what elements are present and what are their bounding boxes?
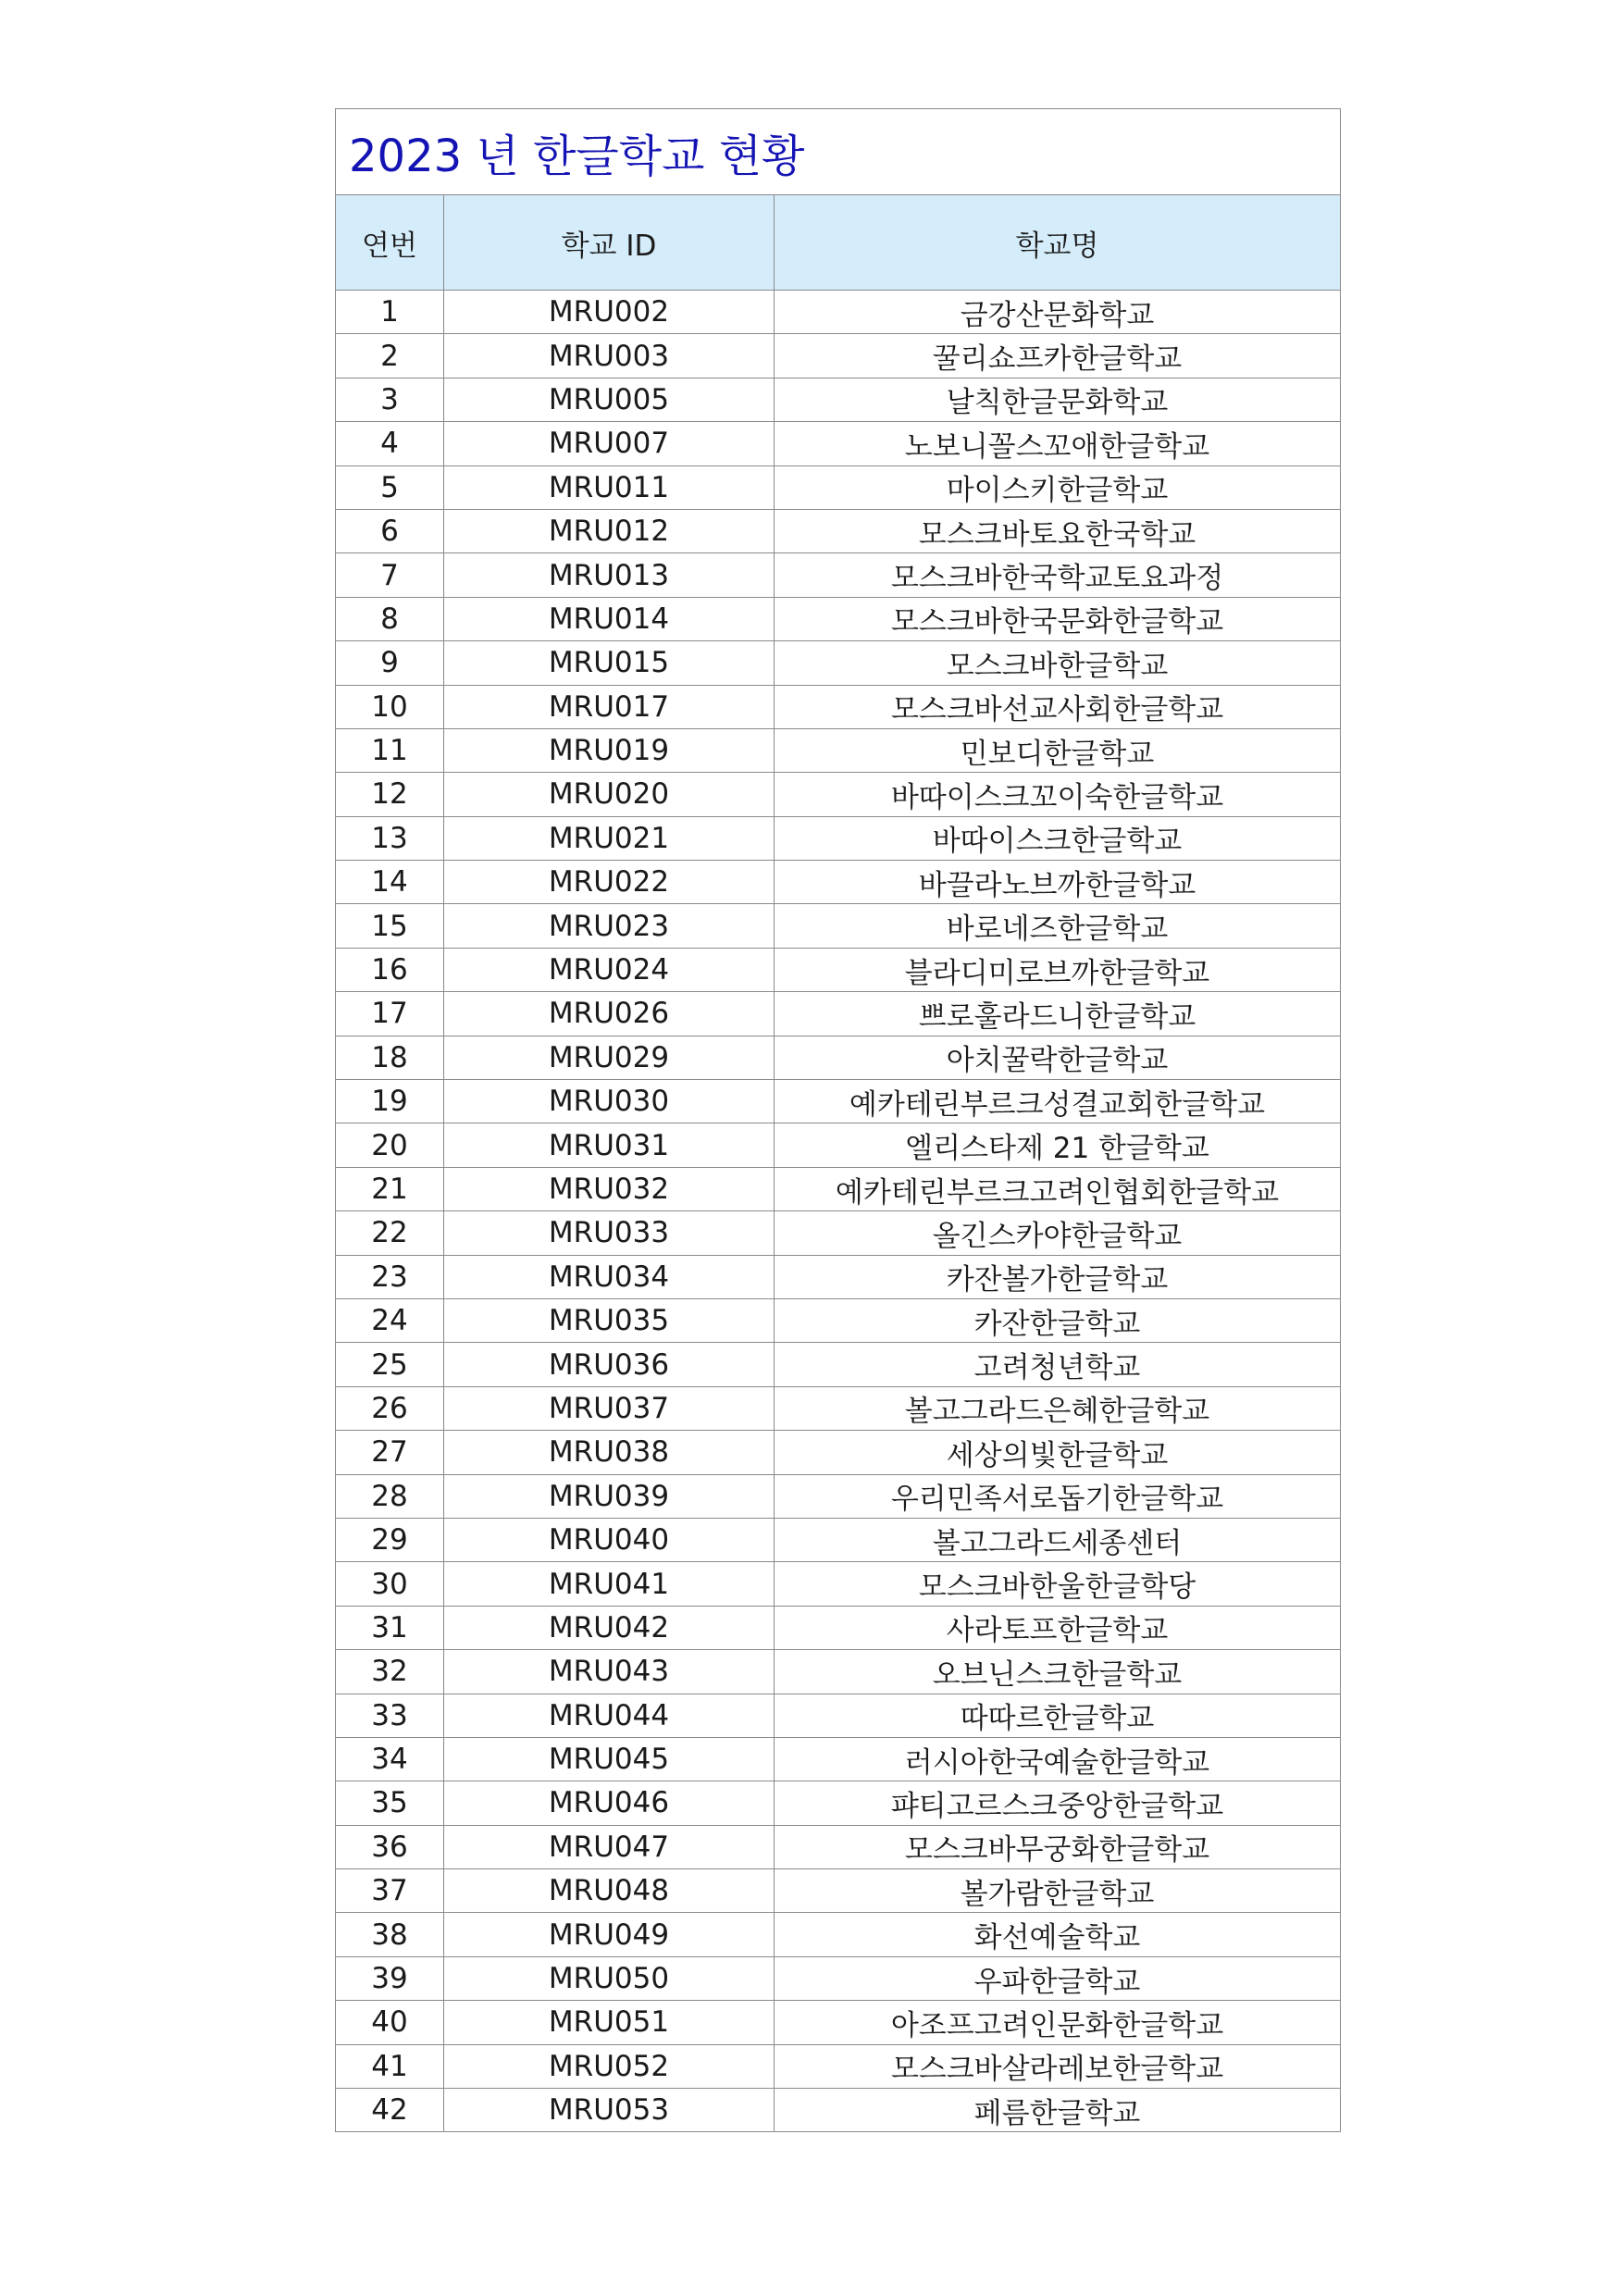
row-number: 1 (336, 291, 444, 334)
column-header-school-name: 학교명 (775, 195, 1341, 291)
school-name: 볼고그라드세종센터 (775, 1518, 1341, 1561)
school-id: MRU045 (444, 1737, 775, 1781)
school-id: MRU029 (444, 1036, 775, 1079)
school-id: MRU022 (444, 861, 775, 904)
school-id: MRU041 (444, 1562, 775, 1606)
school-name: 카잔볼가한글학교 (775, 1255, 1341, 1298)
school-name: 아치꿀락한글학교 (775, 1036, 1341, 1079)
school-id: MRU038 (444, 1431, 775, 1474)
row-number: 23 (336, 1255, 444, 1298)
school-id: MRU020 (444, 773, 775, 816)
table-row (336, 728, 1341, 772)
school-id: MRU019 (444, 728, 775, 772)
school-name: 블라디미로브까한글학교 (775, 948, 1341, 991)
table-row (336, 1123, 1341, 1167)
row-number: 25 (336, 1343, 444, 1386)
table-row (336, 641, 1341, 685)
row-number: 36 (336, 1825, 444, 1868)
table-row (336, 2001, 1341, 2044)
table-row (336, 1869, 1341, 1913)
table-row (336, 1913, 1341, 1956)
school-name: 바로네즈한글학교 (775, 904, 1341, 948)
row-number: 30 (336, 1562, 444, 1606)
row-number: 29 (336, 1518, 444, 1561)
school-id: MRU046 (444, 1781, 775, 1825)
row-number: 17 (336, 992, 444, 1036)
table-row (336, 904, 1341, 948)
row-number: 5 (336, 465, 444, 509)
row-number: 15 (336, 904, 444, 948)
school-id: MRU042 (444, 1606, 775, 1649)
row-number: 21 (336, 1167, 444, 1210)
row-number: 33 (336, 1694, 444, 1737)
table-row (336, 2044, 1341, 2088)
school-name: 예카테린부르크성결교회한글학교 (775, 1080, 1341, 1123)
school-name: 모스크바무궁화한글학교 (775, 1825, 1341, 1868)
school-id: MRU036 (444, 1343, 775, 1386)
row-number: 12 (336, 773, 444, 816)
table-row (336, 685, 1341, 728)
school-id: MRU003 (444, 334, 775, 378)
school-name: 우리민족서로돕기한글학교 (775, 1474, 1341, 1518)
school-id: MRU047 (444, 1825, 775, 1868)
school-id: MRU017 (444, 685, 775, 728)
school-name: 우파한글학교 (775, 1956, 1341, 2000)
school-name: 모스크바한국문화한글학교 (775, 597, 1341, 640)
table-row (336, 1298, 1341, 1342)
school-name: 퍄티고르스크중앙한글학교 (775, 1781, 1341, 1825)
table-row (336, 1737, 1341, 1781)
row-number: 35 (336, 1781, 444, 1825)
school-name: 바끌라노브까한글학교 (775, 861, 1341, 904)
school-id: MRU024 (444, 948, 775, 991)
school-name: 오브닌스크한글학교 (775, 1650, 1341, 1694)
school-id: MRU033 (444, 1211, 775, 1255)
school-id: MRU031 (444, 1123, 775, 1167)
school-id: MRU052 (444, 2044, 775, 2088)
school-name: 올긴스카야한글학교 (775, 1211, 1341, 1255)
table-row (336, 1562, 1341, 1606)
school-id: MRU048 (444, 1869, 775, 1913)
row-number: 26 (336, 1386, 444, 1430)
school-name: 엘리스타제 21 한글학교 (775, 1123, 1341, 1167)
row-number: 2 (336, 334, 444, 378)
school-id: MRU030 (444, 1080, 775, 1123)
row-number: 11 (336, 728, 444, 772)
school-name: 노보니꼴스꼬애한글학교 (775, 422, 1341, 465)
school-name: 모스크바토요한국학교 (775, 509, 1341, 552)
school-name: 예카테린부르크고려인협회한글학교 (775, 1167, 1341, 1210)
row-number: 3 (336, 378, 444, 421)
row-number: 19 (336, 1080, 444, 1123)
row-number: 42 (336, 2089, 444, 2132)
row-number: 24 (336, 1298, 444, 1342)
school-id: MRU005 (444, 378, 775, 421)
table-row (336, 1694, 1341, 1737)
table-row (336, 1167, 1341, 1210)
row-number: 31 (336, 1606, 444, 1649)
school-name: 모스크바살라레보한글학교 (775, 2044, 1341, 2088)
row-number: 4 (336, 422, 444, 465)
school-name: 사라토프한글학교 (775, 1606, 1341, 1649)
row-number: 6 (336, 509, 444, 552)
school-id: MRU002 (444, 291, 775, 334)
school-id: MRU035 (444, 1298, 775, 1342)
school-id: MRU013 (444, 553, 775, 597)
table-row (336, 816, 1341, 860)
table-row (336, 1211, 1341, 1255)
school-name: 모스크바한국학교토요과정 (775, 553, 1341, 597)
table-row (336, 861, 1341, 904)
school-name: 쁘로훌라드니한글학교 (775, 992, 1341, 1036)
row-number: 13 (336, 816, 444, 860)
table-row (336, 1343, 1341, 1386)
school-name: 고려청년학교 (775, 1343, 1341, 1386)
table-row (336, 1386, 1341, 1430)
school-id: MRU049 (444, 1913, 775, 1956)
school-id: MRU039 (444, 1474, 775, 1518)
school-name: 따따르한글학교 (775, 1694, 1341, 1737)
row-number: 32 (336, 1650, 444, 1694)
row-number: 27 (336, 1431, 444, 1474)
school-id: MRU051 (444, 2001, 775, 2044)
table-row (336, 1781, 1341, 1825)
school-name: 꿀리쇼프카한글학교 (775, 334, 1341, 378)
row-number: 40 (336, 2001, 444, 2044)
table-row (336, 948, 1341, 991)
school-name: 볼고그라드은혜한글학교 (775, 1386, 1341, 1430)
table-row (336, 1956, 1341, 2000)
school-id: MRU040 (444, 1518, 775, 1561)
school-id: MRU014 (444, 597, 775, 640)
school-name: 카잔한글학교 (775, 1298, 1341, 1342)
school-id: MRU023 (444, 904, 775, 948)
table-row (336, 1474, 1341, 1518)
table-row (336, 1431, 1341, 1474)
row-number: 38 (336, 1913, 444, 1956)
table-title: 2023 년 한글학교 현황 (336, 109, 1341, 195)
school-id: MRU012 (444, 509, 775, 552)
school-name: 화선예술학교 (775, 1913, 1341, 1956)
row-number: 37 (336, 1869, 444, 1913)
school-id: MRU021 (444, 816, 775, 860)
school-id: MRU043 (444, 1650, 775, 1694)
school-id: MRU011 (444, 465, 775, 509)
row-number: 39 (336, 1956, 444, 2000)
table-row (336, 509, 1341, 552)
row-number: 16 (336, 948, 444, 991)
school-id: MRU026 (444, 992, 775, 1036)
school-name: 모스크바선교사회한글학교 (775, 685, 1341, 728)
school-name: 아조프고려인문화한글학교 (775, 2001, 1341, 2044)
school-id: MRU034 (444, 1255, 775, 1298)
table-row (336, 334, 1341, 378)
column-header-school-id: 학교 ID (444, 195, 775, 291)
table-row (336, 291, 1341, 334)
school-name: 금강산문화학교 (775, 291, 1341, 334)
table-row (336, 422, 1341, 465)
table-row (336, 1825, 1341, 1868)
school-id: MRU044 (444, 1694, 775, 1737)
school-name: 바따이스크꼬이숙한글학교 (775, 773, 1341, 816)
row-number: 14 (336, 861, 444, 904)
table-row (336, 465, 1341, 509)
table-row (336, 1518, 1341, 1561)
row-number: 34 (336, 1737, 444, 1781)
school-id: MRU032 (444, 1167, 775, 1210)
school-name: 마이스키한글학교 (775, 465, 1341, 509)
header-row (336, 195, 1341, 291)
school-id: MRU050 (444, 1956, 775, 2000)
school-id: MRU053 (444, 2089, 775, 2132)
table-row (336, 2089, 1341, 2132)
school-name: 모스크바한울한글학당 (775, 1562, 1341, 1606)
school-name: 바따이스크한글학교 (775, 816, 1341, 860)
table-row (336, 1606, 1341, 1649)
row-number: 8 (336, 597, 444, 640)
row-number: 22 (336, 1211, 444, 1255)
row-number: 9 (336, 641, 444, 685)
table-row (336, 1080, 1341, 1123)
school-name: 모스크바한글학교 (775, 641, 1341, 685)
table-row (336, 553, 1341, 597)
table-row (336, 1255, 1341, 1298)
column-header-no: 연번 (336, 195, 444, 291)
school-id: MRU007 (444, 422, 775, 465)
table-row (336, 1650, 1341, 1694)
row-number: 10 (336, 685, 444, 728)
row-number: 41 (336, 2044, 444, 2088)
school-name: 볼가람한글학교 (775, 1869, 1341, 1913)
table-row (336, 378, 1341, 421)
school-name: 페름한글학교 (775, 2089, 1341, 2132)
title-row (336, 109, 1341, 195)
table-row (336, 773, 1341, 816)
row-number: 18 (336, 1036, 444, 1079)
table-row (336, 1036, 1341, 1079)
table-row (336, 597, 1341, 640)
school-id: MRU037 (444, 1386, 775, 1430)
school-name: 날칙한글문화학교 (775, 378, 1341, 421)
school-name: 러시아한국예술한글학교 (775, 1737, 1341, 1781)
row-number: 20 (336, 1123, 444, 1167)
school-id: MRU015 (444, 641, 775, 685)
school-table (335, 108, 1341, 2132)
row-number: 28 (336, 1474, 444, 1518)
school-name: 민보디한글학교 (775, 728, 1341, 772)
school-name: 세상의빛한글학교 (775, 1431, 1341, 1474)
row-number: 7 (336, 553, 444, 597)
table-row (336, 992, 1341, 1036)
table-body (336, 291, 1341, 2132)
